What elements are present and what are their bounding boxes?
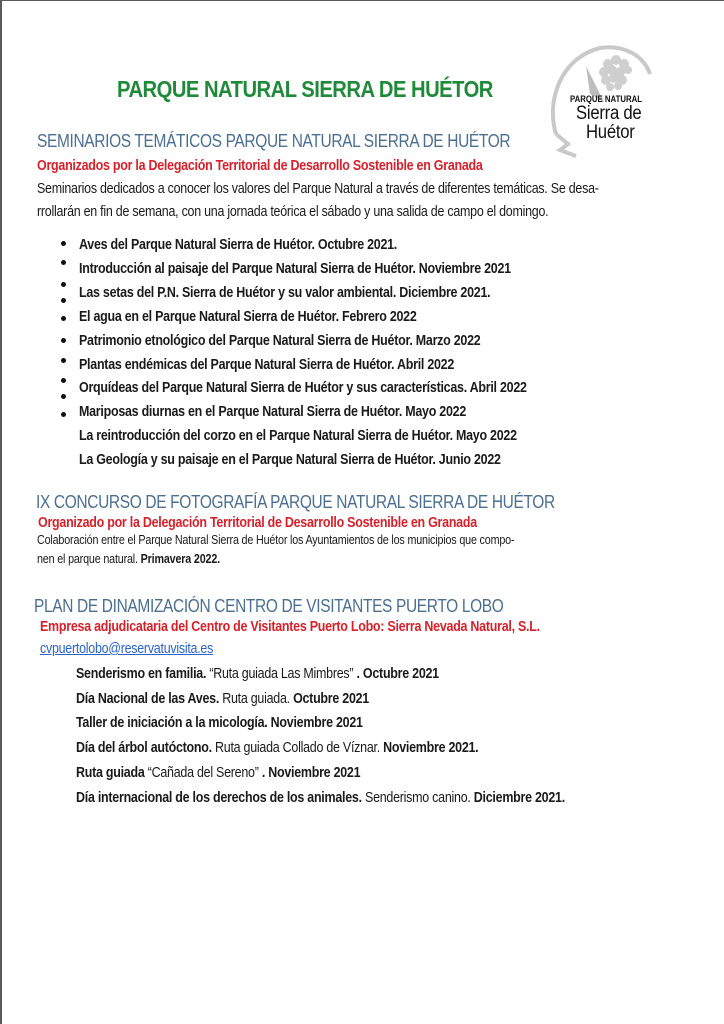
activity-title: Ruta guiada bbox=[76, 765, 145, 781]
activity-item bbox=[76, 715, 363, 731]
seminario-item: Las setas del P.N. Sierra de Huétor y su valor ambiental. Diciembre 2021. bbox=[79, 285, 491, 301]
seminario-item: Patrimonio etnológico del Parque Natural Sierra de Huétor. Marzo 2022 bbox=[79, 333, 481, 349]
page-border-left bbox=[0, 0, 2, 1024]
activity-detail: Ruta guiada. bbox=[219, 691, 290, 707]
park-logo bbox=[546, 42, 658, 158]
bullet-icon bbox=[61, 378, 66, 383]
bullet-icon bbox=[61, 412, 66, 417]
concurso-description-line-2 bbox=[37, 552, 220, 566]
activity-detail: Ruta guiada Collado de Víznar. bbox=[211, 740, 380, 756]
seminario-item: Aves del Parque Natural Sierra de Huétor. Octubre 2021. bbox=[79, 237, 398, 253]
activity-date: . Noviembre 2021 bbox=[258, 765, 361, 781]
seminario-item: La Geología y su paisaje en el Parque Natural Sierra de Huétor. Junio 2022 bbox=[79, 452, 501, 468]
bullet-icon bbox=[61, 358, 66, 363]
activity-item bbox=[76, 790, 565, 806]
seminario-item: La reintroducción del corzo en el Parque Natural Sierra de Huétor. Mayo 2022 bbox=[79, 428, 517, 444]
seminario-item: El agua en el Parque Natural Sierra de Huétor. Febrero 2022 bbox=[79, 309, 417, 325]
seminarios-description-line-1: Seminarios dedicados a conocer los valores del Parque Natural a través de diferentes temáticas. Se desa- bbox=[37, 181, 599, 197]
activity-detail: “Ruta guiada Las Mimbres” bbox=[206, 666, 354, 682]
plan-email-wrapper bbox=[40, 641, 213, 657]
logo-text-sierra-de: Sierra de bbox=[576, 103, 642, 124]
activity-title: Día internacional de los derechos de los animales. bbox=[76, 790, 362, 806]
page-border-top bbox=[0, 0, 724, 1]
activity-item bbox=[76, 765, 360, 781]
activity-title: Taller de iniciación a la micología. Noviembre 2021 bbox=[76, 715, 363, 731]
seminario-item: Introducción al paisaje del Parque Natural Sierra de Huétor. Noviembre 2021 bbox=[79, 261, 511, 277]
seminario-item: Orquídeas del Parque Natural Sierra de Huétor y sus características. Abril 2022 bbox=[79, 380, 527, 396]
activity-date: . Octubre 2021 bbox=[353, 666, 439, 682]
activity-date: Noviembre 2021. bbox=[379, 740, 479, 756]
concurso-date: Primavera 2022. bbox=[140, 552, 220, 566]
bullet-icon bbox=[61, 260, 66, 265]
seminarios-organizer: Organizados por la Delegación Territorial de Desarrollo Sostenible en Granada bbox=[37, 158, 483, 174]
bullet-icon bbox=[61, 394, 66, 399]
bullet-icon bbox=[61, 338, 66, 343]
activity-item bbox=[76, 666, 439, 682]
page-title: PARQUE NATURAL SIERRA DE HUÉTOR bbox=[117, 76, 493, 102]
concurso-description-text: nen el parque natural. bbox=[37, 552, 138, 566]
activity-date: Diciembre 2021. bbox=[470, 790, 565, 806]
plan-company: Empresa adjudicataria del Centro de Visitantes Puerto Lobo: Sierra Nevada Natural, S.L. bbox=[40, 619, 540, 635]
bullet-icon bbox=[61, 298, 66, 303]
concurso-organizer: Organizado por la Delegación Territorial de Desarrollo Sostenible en Granada bbox=[38, 515, 477, 531]
logo-text-huetor: Huétor bbox=[586, 122, 635, 143]
activity-title: Día Nacional de las Aves. bbox=[76, 691, 220, 707]
seminario-item: Mariposas diurnas en el Parque Natural Sierra de Huétor. Mayo 2022 bbox=[79, 404, 467, 420]
activity-detail: Senderismo canino. bbox=[361, 790, 471, 806]
seminarios-description-line-2: rrollarán en fin de semana, con una jornada teórica el sábado y una salida de campo el domingo. bbox=[37, 204, 549, 220]
seminario-item: Plantas endémicas del Parque Natural Sierra de Huétor. Abril 2022 bbox=[79, 357, 455, 373]
concurso-heading: IX CONCURSO DE FOTOGRAFÍA PARQUE NATURAL SIERRA DE HUÉTOR bbox=[36, 492, 555, 512]
logo-text-parque-natural: PARQUE NATURAL bbox=[570, 94, 642, 105]
activity-item bbox=[76, 691, 369, 707]
activity-title: Senderismo en familia. bbox=[76, 666, 207, 682]
concurso-description-line-1: Colaboración entre el Parque Natural Sierra de Huétor los Ayuntamientos de los municipios que compo- bbox=[37, 533, 515, 547]
bullet-icon bbox=[61, 282, 66, 287]
activity-item bbox=[76, 740, 478, 756]
activity-date: Octubre 2021 bbox=[289, 691, 369, 707]
plan-heading: PLAN DE DINAMIZACIÓN CENTRO DE VISITANTES PUERTO LOBO bbox=[34, 596, 504, 616]
activity-title: Día del árbol autóctono. bbox=[76, 740, 212, 756]
seminarios-heading: SEMINARIOS TEMÁTICOS PARQUE NATURAL SIERRA DE HUÉTOR bbox=[37, 131, 511, 151]
bullet-icon bbox=[61, 241, 66, 246]
bullet-icon bbox=[61, 316, 66, 321]
email-link[interactable]: cvpuertolobo@reservatuvisita.es bbox=[40, 641, 214, 657]
activity-detail: “Cañada del Sereno” bbox=[144, 765, 259, 781]
